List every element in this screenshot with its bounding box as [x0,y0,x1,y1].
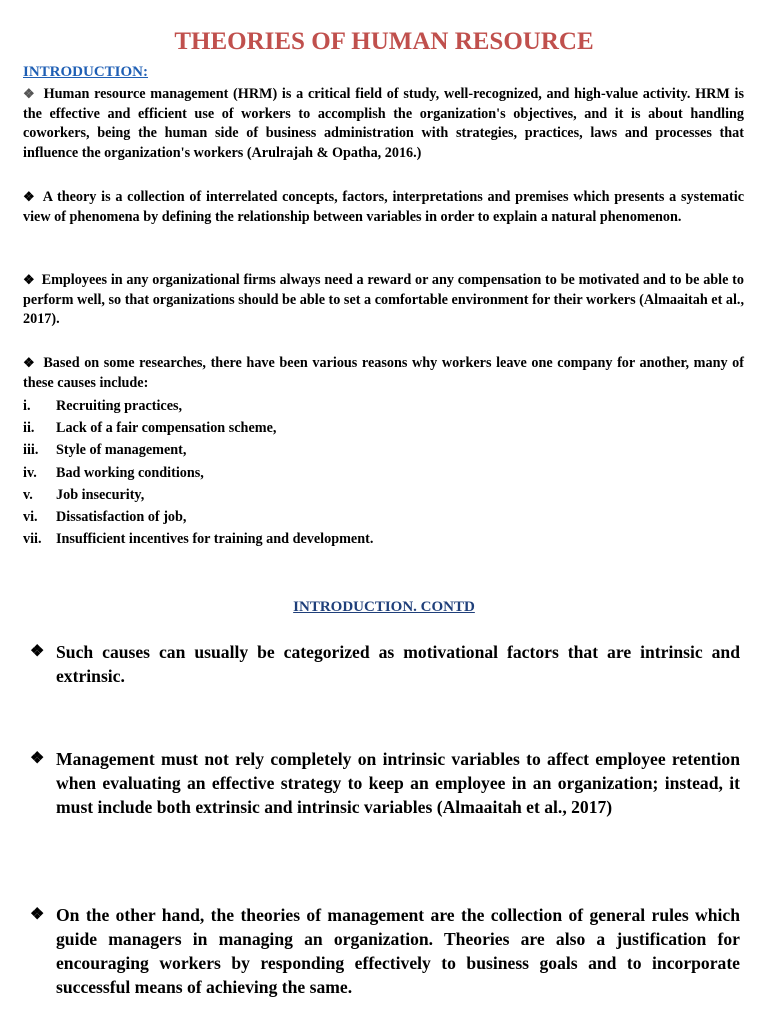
intro-paragraph-employees [23,270,744,330]
introduction-contd-heading: INTRODUCTION. CONTD [293,599,475,615]
list-item-text: Lack of a fair compensation scheme, [56,420,277,437]
list-item-text: Bad working conditions, [56,464,204,481]
diamond-bullet-icon: ❖ [23,355,36,370]
list-item-text: Insufficient incentives for training and development. [56,531,374,548]
diamond-bullet-icon: ❖ [30,906,45,923]
list-item-number: i. [23,398,31,414]
contd-point-management [30,747,740,819]
diamond-bullet-icon: ❖ [30,750,45,767]
point-text: On the other hand, the theories of management are the collection of general rules which guide managers in managing an organization. Theories are also a justification for encouraging workers by responding effectively to business goals and to incorporate successful means of achieving the same. [56,905,740,997]
list-item [23,462,723,484]
paragraph-text: A theory is a collection of interrelated concepts, factors, interpretations and premises which presents a systematic view of phenomena by defining the relationship between variables in order to explain a natural phenomenon. [23,189,744,225]
list-item-text: Dissatisfaction of job, [56,508,187,525]
intro-paragraph-hrm [23,84,744,163]
list-item-number: vii. [23,531,42,548]
list-item-text: Style of management, [56,442,187,459]
page-title: THEORIES OF HUMAN RESOURCE [174,28,594,55]
reasons-list [23,395,723,550]
intro-paragraph-reasons [23,353,744,393]
point-text: Management must not rely completely on intrinsic variables to affect employee retention when evaluating an effective strategy to keep an employee in an organization; instead, it must include both extrinsic and intrinsic variables (Almaaitah et al., 2017) [56,749,740,817]
paragraph-text: Human resource management (HRM) is a critical field of study, well-recognized, and high-value activity. HRM is the effective and efficient use of workers to accomplish the organization's objectives, and it is about handling coworkers, being the human side of business administration with strategies, practices, laws and processes that influence the organization's workers (Arulrajah & Opatha, 2016.) [23,86,745,161]
list-item-number: iv. [23,464,37,481]
list-item [23,417,723,439]
diamond-bullet-icon: ❖ [23,189,36,204]
paragraph-text: Employees in any organizational firms always need a reward or any compensation to be motivated and to be able to perform well, so that organizations should be able to set a comfortable environment for their workers (Almaaitah et al., 2017). [23,272,744,327]
contd-point-theories [30,903,740,999]
list-item-number: vi. [23,508,38,525]
list-item [23,506,723,528]
diamond-bullet-icon: ❖ [23,86,36,101]
list-item-number: iii. [23,442,39,459]
list-item-number: ii. [23,420,35,437]
introduction-heading: INTRODUCTION: [23,64,149,80]
diamond-bullet-icon: ❖ [23,272,35,287]
point-text: Such causes can usually be categorized as motivational factors that are intrinsic and extrinsic. [56,642,740,686]
list-item-text: Job insecurity, [56,486,145,503]
list-item [23,439,723,461]
diamond-bullet-icon: ❖ [30,643,45,660]
list-item-number: v. [23,486,33,503]
list-item [23,528,723,550]
list-item-text: Recruiting practices, [56,398,183,414]
list-item [23,484,723,506]
paragraph-text: Based on some researches, there have been various reasons why workers leave one company for another, many of these causes include: [23,355,745,391]
list-item [23,395,723,417]
intro-paragraph-theory [23,187,744,227]
contd-point-causes [30,640,740,688]
